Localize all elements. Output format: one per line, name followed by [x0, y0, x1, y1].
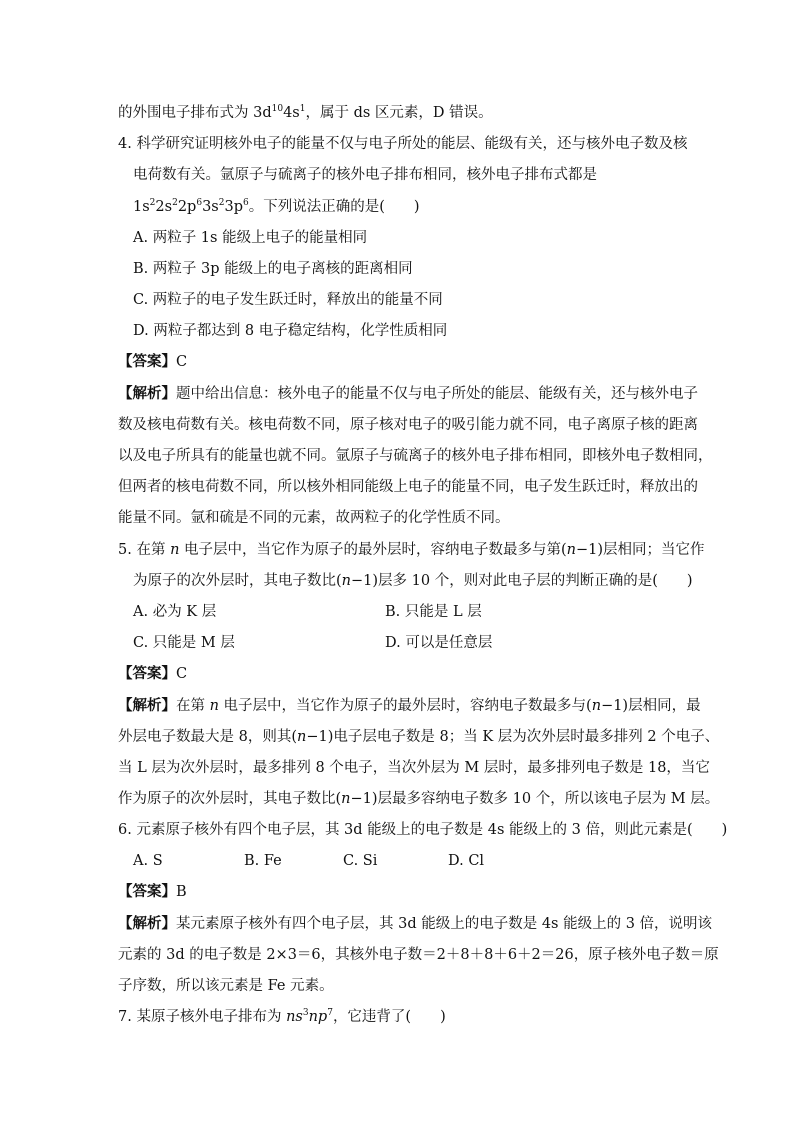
- q6-stem: 6. 元素原子核外有四个电子层，其 3d 能级上的电子数是 4s 能级上的 3 倍，则此元素是( ): [118, 822, 728, 838]
- q4-analysis-line-3: 以及电子所具有的能量也就不同。氩原子与硫离子的核外电子排布相同，即核外电子数相同，: [118, 448, 713, 464]
- q5-option-a: A. 必为 K 层: [133, 604, 217, 620]
- q4-analysis-line-1: 【解析】题中给出信息：核外电子的能量不仅与电子所处的能层、能级有关，还与核外电子: [118, 386, 698, 402]
- q5-analysis-line-2: 外层电子数最大是 8，则其(n−1)电子层电子数是 8；当 K 层为次外层时最多排列 2 个电子、: [118, 729, 720, 745]
- q5-stem-line-2: 为原子的次外层时，其电子数比(n−1)层多 10 个，则对此电子层的判断正确的是( ): [133, 573, 693, 589]
- q6-answer: 【答案】B: [118, 884, 187, 900]
- q5-analysis-line-1: 【解析】在第 n 电子层中，当它作为原子的最外层时，容纳电子数最多与(n−1)层相同，最: [118, 698, 701, 714]
- q6-option-b: B. Fe: [244, 853, 282, 869]
- q6-analysis-line-3: 子序数，所以该元素是 Fe 元素。: [118, 978, 334, 994]
- q5-analysis-line-3: 当 L 层为次外层时，最多排列 8 个电子，当次外层为 M 层时，最多排列电子数是 18，当它: [118, 760, 710, 776]
- q5-option-c: C. 只能是 M 层: [133, 635, 235, 651]
- q5-answer: 【答案】C: [118, 666, 188, 682]
- q6-option-c: C. Si: [343, 853, 378, 869]
- q4-analysis-line-5: 能量不同。氩和硫是不同的元素，故两粒子的化学性质不同。: [118, 510, 510, 526]
- q7-stem: 7. 某原子核外电子排布为 $ns^3np^7$，它违背了( ): [118, 1008, 446, 1025]
- q5-stem-line-1: 5. 在第 n 电子层中，当它作为原子的最外层时，容纳电子数最多与第(n−1)层相同；当它作: [118, 542, 705, 558]
- q5-analysis-line-4: 作为原子的次外层时，其电子数比(n−1)层最多容纳电子数多 10 个，所以该电子层为 M 层。: [118, 791, 720, 807]
- q6-option-d: D. Cl: [448, 853, 485, 869]
- q6-analysis-line-1: 【解析】某元素原子核外有四个电子层，其 3d 能级上的电子数是 4s 能级上的 3 倍，说明该: [118, 916, 713, 932]
- prev-analysis-tail: 的外围电子排布式为 $3d^{10}4s^1$，属于 ds 区元素，D 错误。: [118, 104, 493, 121]
- q4-option-d: D. 两粒子都达到 8 电子稳定结构，化学性质相同: [133, 323, 448, 339]
- q4-option-a: A. 两粒子 1s 能级上电子的能量相同: [133, 230, 368, 246]
- q4-answer: 【答案】C: [118, 354, 188, 370]
- q4-stem-line-2: 电荷数有关。氩原子与硫离子的核外电子排布相同，核外电子排布式都是: [133, 167, 597, 183]
- q4-stem-line-1: 4. 科学研究证明核外电子的能量不仅与电子所处的能层、能级有关，还与核外电子数及核: [118, 136, 688, 152]
- q4-stem-line-3: $1s^22s^22p^63s^23p^6$。下列说法正确的是( ): [133, 198, 420, 215]
- q5-option-b: B. 只能是 L 层: [385, 604, 482, 620]
- q4-analysis-line-2: 数及核电荷数有关。核电荷数不同，原子核对电子的吸引能力就不同，电子离原子核的距离: [118, 417, 698, 433]
- q6-option-a: A. S: [133, 853, 163, 869]
- q4-option-b: B. 两粒子 3p 能级上的电子离核的距离相同: [133, 261, 413, 277]
- q4-option-c: C. 两粒子的电子发生跃迁时，释放出的能量不同: [133, 292, 443, 308]
- q5-option-d: D. 可以是任意层: [385, 635, 493, 651]
- q4-analysis-line-4: 但两者的核电荷数不同，所以核外相同能级上电子的能量不同，电子发生跃迁时，释放出的: [118, 479, 698, 495]
- q6-analysis-line-2: 元素的 3d 的电子数是 2×3＝6，其核外电子数＝2＋8＋8＋6＋2＝26，原子核外电子数＝原: [118, 947, 719, 963]
